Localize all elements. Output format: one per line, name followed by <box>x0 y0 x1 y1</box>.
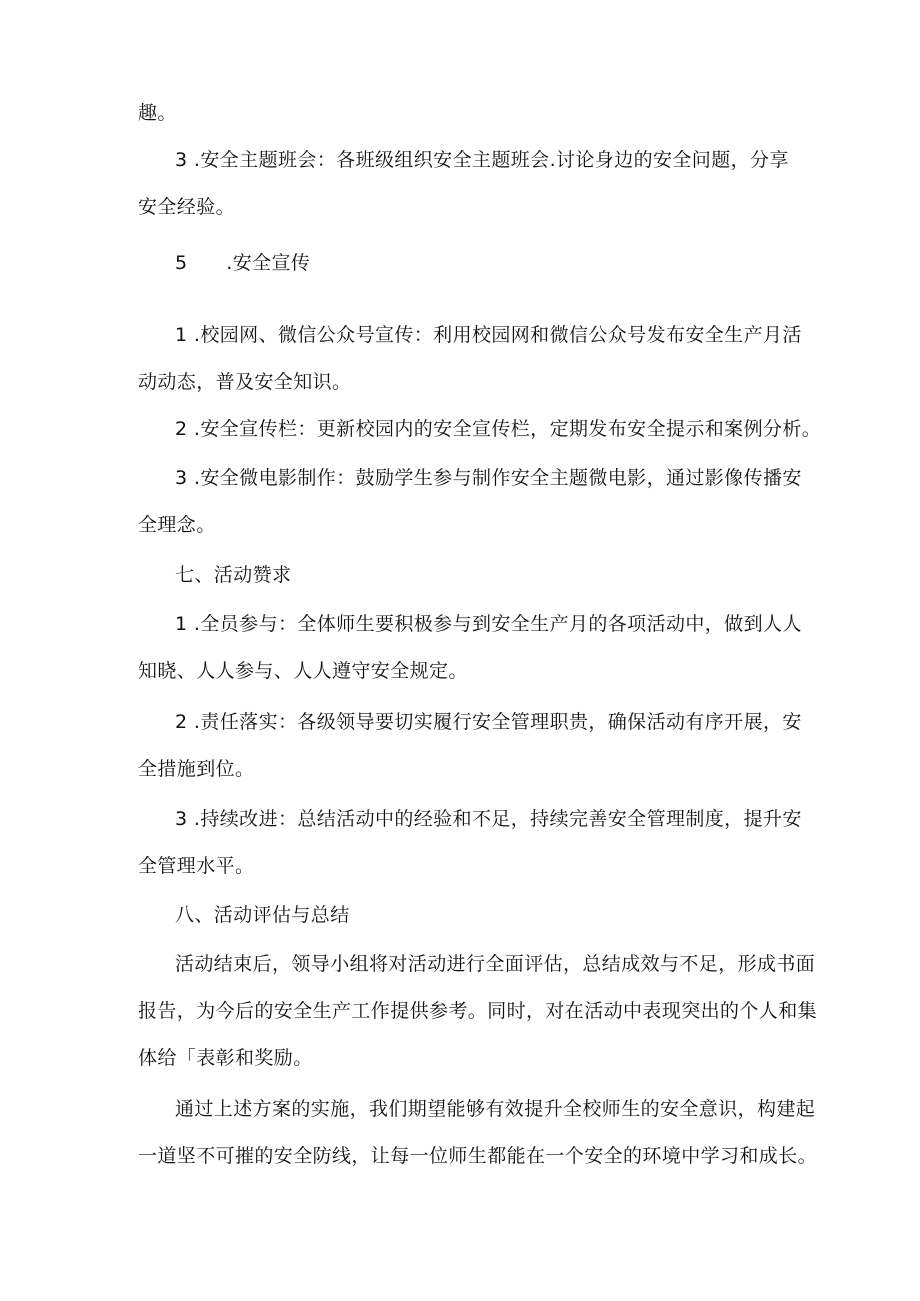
paragraph-line: 动动态，普及安全知识。 <box>138 371 352 393</box>
paragraph-line: 3 .持续改进：总结活动中的经验和不足，持续完善安全管理制度，提升安 <box>175 808 802 830</box>
paragraph-line: 全理念。 <box>138 514 216 536</box>
paragraph-line: 通过上述方案的实施，我们期望能够有效提升全校师生的安全意识，构建起 <box>175 1098 816 1120</box>
paragraph-line: 一道坚不可摧的安全防线，让每一位师生都能在一个安全的环境中学习和成长。 <box>138 1145 818 1167</box>
paragraph-line: 全措施到位。 <box>138 758 255 780</box>
paragraph-line: 报告，为今后的安全生产工作提供参考。同时，对在活动中表现突出的个人和集 <box>138 1000 818 1022</box>
section-heading: 5 .安全宣传 <box>175 252 311 274</box>
paragraph-line: 3 .安全微电影制作：鼓励学生参与制作安全主题微电影，通过影像传播安 <box>175 467 802 489</box>
paragraph-line: 2 .责任落实：各级领导要切实履行安全管理职贵，确保活动有序开展，安 <box>175 711 802 733</box>
paragraph-line: 体给「表彰和奖励。 <box>138 1047 313 1069</box>
paragraph-line: 1 .全员参与：全体师生要积极参与到安全生产月的各项活动中，做到人人 <box>175 613 802 635</box>
paragraph-line: 1 .校园网、微信公众号宣传：利用校园网和微信公众号发布安全生产月活 <box>175 324 802 346</box>
paragraph-line: 活动结束后，领导小组将对活动进行全面评估，总结成效与不足，形成书面 <box>175 953 816 975</box>
paragraph-line: 全管理水平。 <box>138 855 255 877</box>
paragraph-line: 知晓、人人参与、人人遵守安全规定。 <box>138 660 468 682</box>
section-heading: 七、活动赞求 <box>175 564 292 586</box>
paragraph-line: 2 .安全宣传栏：更新校园内的安全宣传栏，定期发布安全提示和案例分析。 <box>175 418 822 440</box>
paragraph-line: 趣。 <box>138 102 177 124</box>
paragraph-line: 安全经验。 <box>138 196 236 218</box>
paragraph-line: 3 .安全主题班会：各班级组织安全主题班会.讨论身边的安全问题，分享 <box>175 149 789 171</box>
section-heading: 八、活动评估与总结 <box>175 904 350 926</box>
